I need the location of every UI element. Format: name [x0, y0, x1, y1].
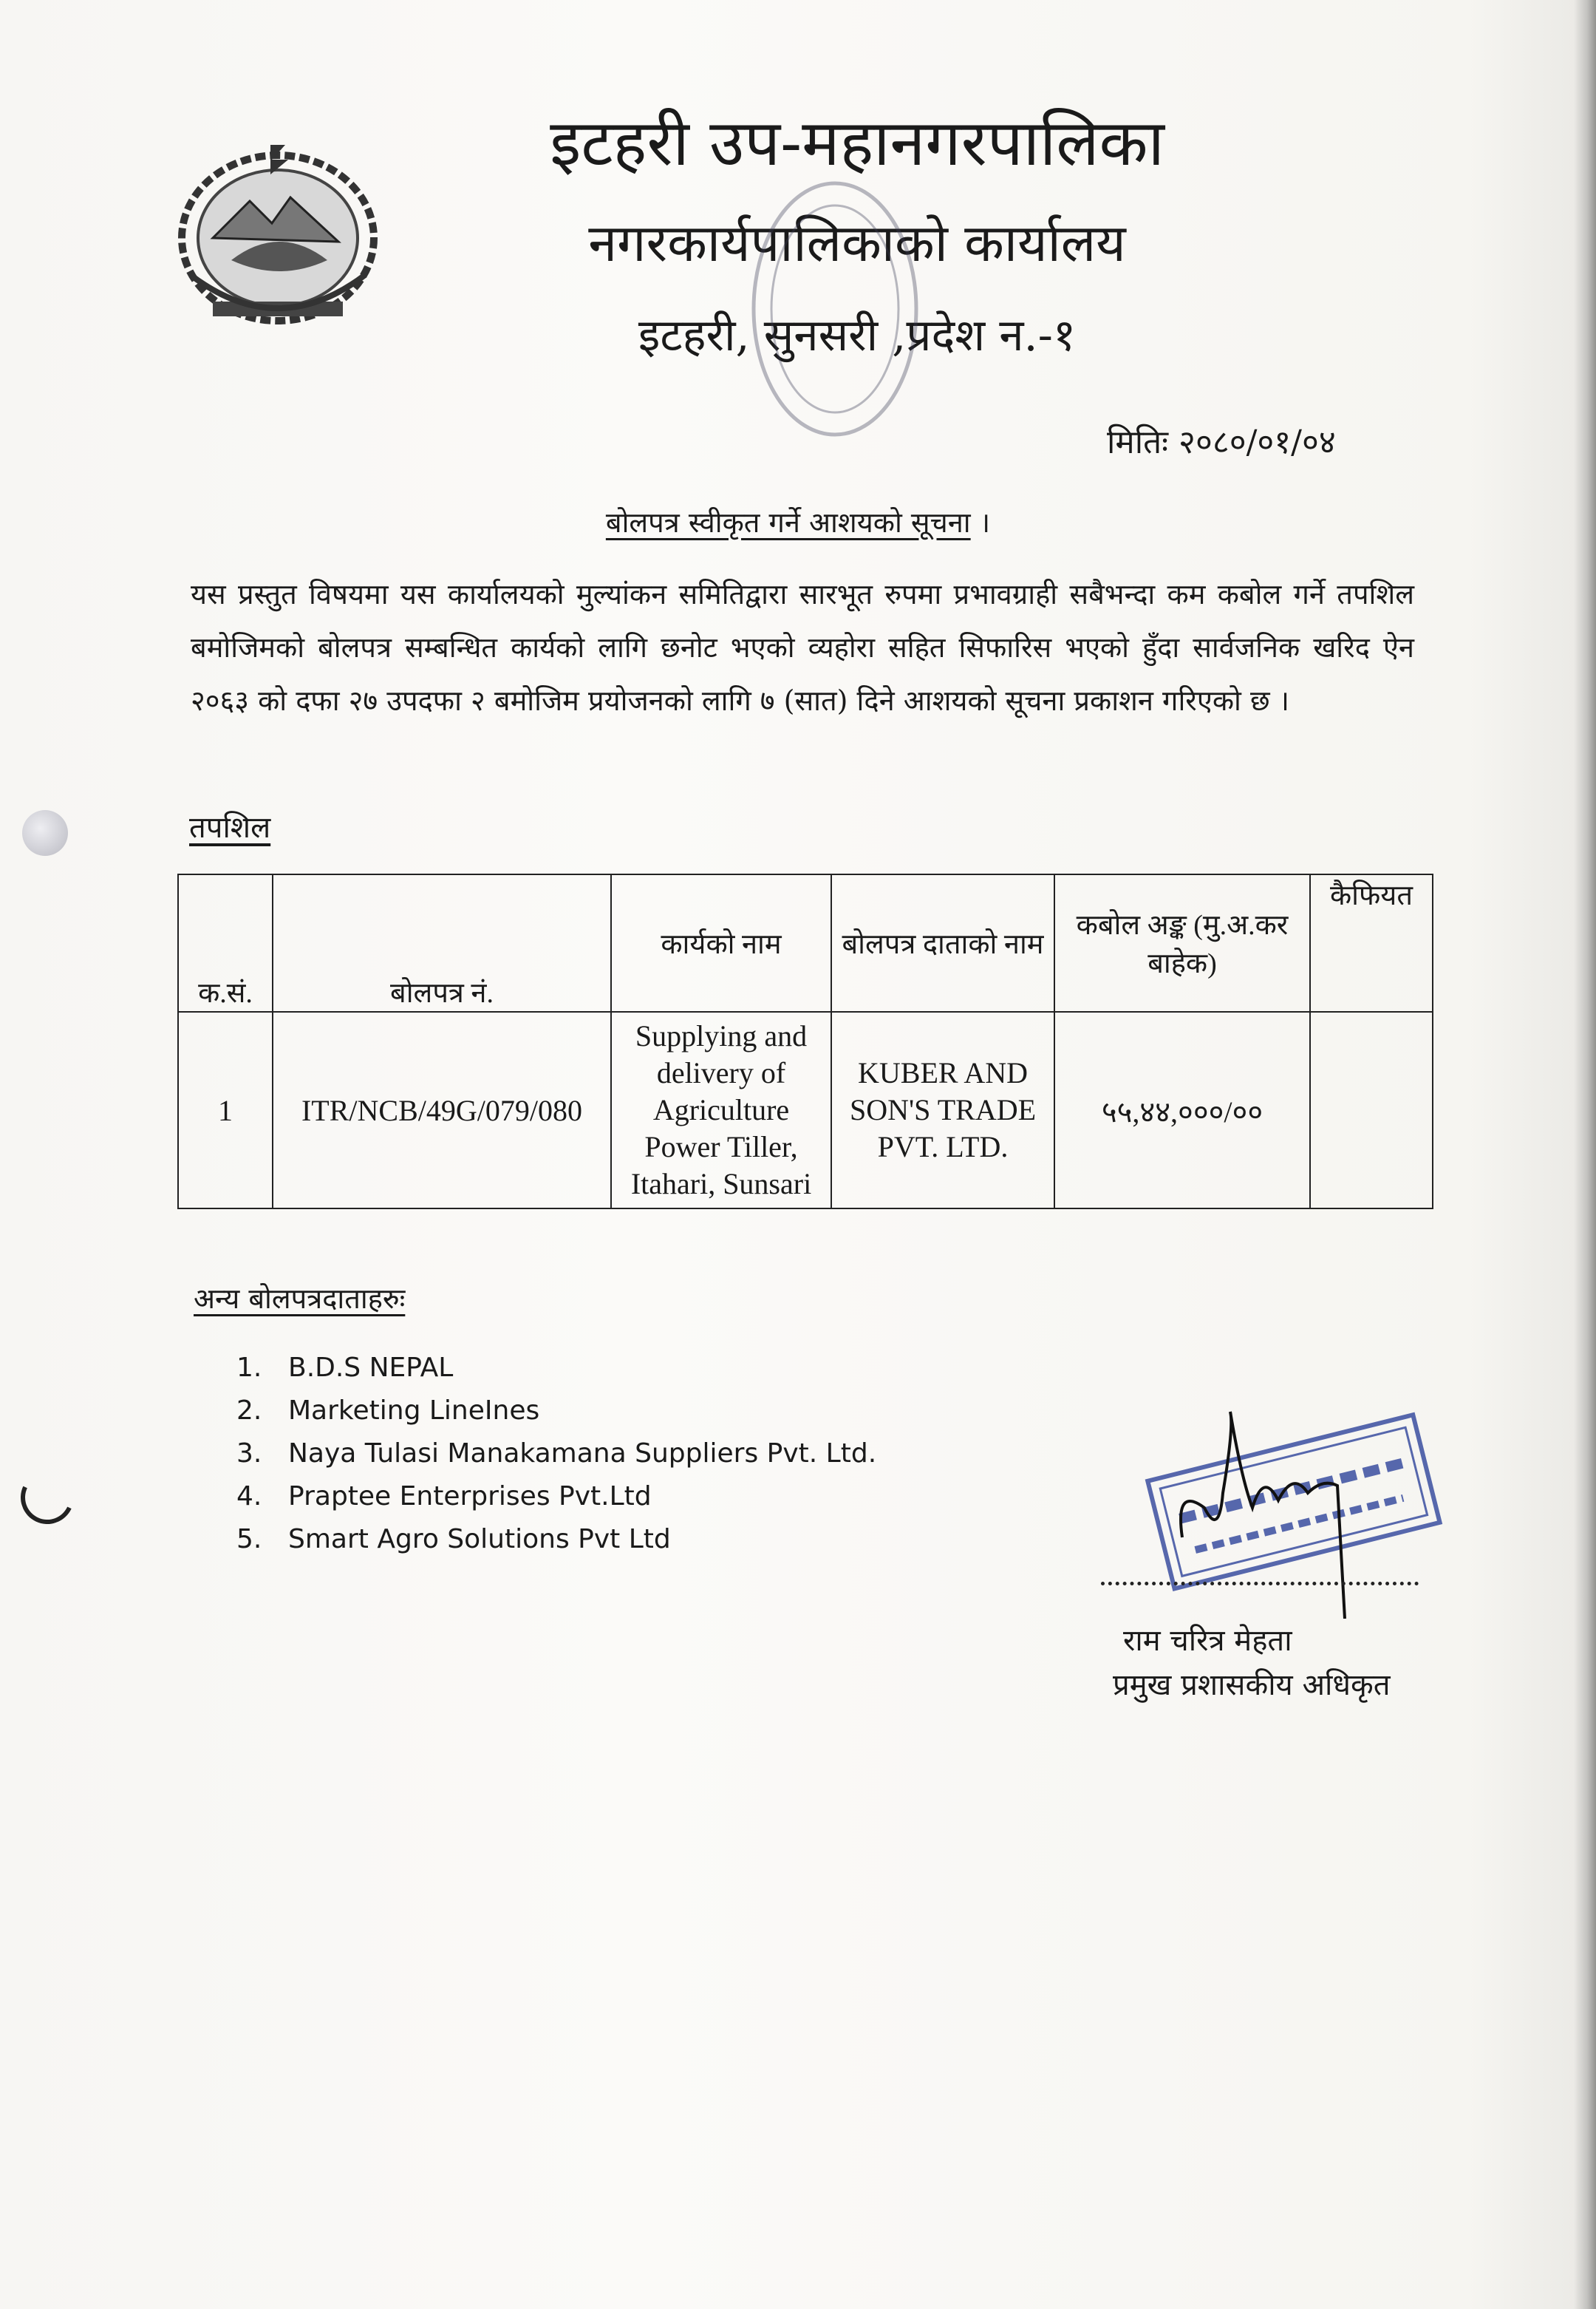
notice-date: मितिः २०८०/०१/०४: [1107, 424, 1336, 461]
bidder-name: Naya Tulasi Manakamana Suppliers Pvt. Ltd.: [288, 1438, 877, 1469]
bidder-name: Marketing LineInes: [288, 1395, 540, 1426]
notice-body: यस प्रस्तुत विषयमा यस कार्यालयको मुल्यांकन समितिद्वारा सारभूत रुपमा प्रभावग्राही सबैभन्दा कम कबोल गर्ने तपशिल बमोजिमको बोलपत्र सम्बन्धित कार्यको लागि छनोट भएको व्यहोरा सहित सिफारिस भएको हुँदा सार्वजनिक खरिद ऐन २०६३ को दफा २७ उपदफा २ बमोजिम प्रयोजनको लागि ७ (सात) दिने आशयको सूचना प्रकाशन गरिएको छ ।: [191, 578, 1414, 717]
office-address: इटहरी, सुनसरी ,प्रदेश न.-१: [638, 310, 1077, 361]
list-number: 1.: [236, 1353, 262, 1383]
bidder-name: Praptee Enterprises Pvt.Ltd: [288, 1481, 652, 1511]
office-seal-stamp-icon: [739, 169, 931, 449]
list-number: 3.: [236, 1438, 262, 1469]
header-work-name: कार्यको नाम: [611, 874, 831, 1012]
header-bid-no: बोलपत्र नं.: [273, 874, 611, 1012]
cell-bidder-name: KUBER AND SON'S TRADE PVT. LTD.: [831, 1012, 1054, 1208]
tender-table: [177, 874, 1433, 1209]
list-item: [236, 1432, 876, 1475]
cell-sn: 1: [178, 1012, 273, 1208]
punch-hole: [22, 810, 68, 856]
office-name: नगरकार्यपालिकाको कार्यालय: [588, 213, 1126, 273]
signatory-name: राम चरित्र मेहता: [1123, 1624, 1292, 1658]
notice-title: [0, 503, 1596, 541]
list-number: 2.: [236, 1395, 262, 1426]
signature-line: [1101, 1582, 1419, 1585]
cell-bid-no: ITR/NCB/49G/079/080: [273, 1012, 611, 1208]
header-bidder-name: बोलपत्र दाताको नाम: [831, 874, 1054, 1012]
list-item: [236, 1475, 876, 1518]
signatory-title: प्रमुख प्रशासकीय अधिकृत: [1113, 1668, 1391, 1702]
list-number: 5.: [236, 1524, 262, 1554]
header-bid-amount: कबोल अङ्क (मु.अ.कर बाहेक): [1054, 874, 1310, 1012]
other-bidders-list: [236, 1347, 876, 1561]
other-bidders-label: अन्य बोलपत्रदाताहरुः: [194, 1282, 406, 1315]
notice-title-end: ।: [970, 506, 991, 539]
bidder-name: B.D.S NEPAL: [288, 1353, 454, 1383]
signature-stamp-icon: [1094, 1397, 1448, 1619]
table-row: [178, 1012, 1433, 1208]
header-sn: क.सं.: [178, 874, 273, 1012]
details-label: तपशिल: [189, 811, 271, 845]
list-number: 4.: [236, 1481, 262, 1511]
cell-remarks: [1310, 1012, 1433, 1208]
list-item: [236, 1347, 876, 1390]
header-remarks: कैफियत: [1310, 874, 1433, 1012]
bidder-name: Smart Agro Solutions Pvt Ltd: [288, 1524, 671, 1554]
cell-work-name: Supplying and delivery of Agriculture Power Tiller, Itahari, Sunsari: [611, 1012, 831, 1208]
notice-title-text: बोलपत्र स्वीकृत गर्ने आशयको सूचना: [605, 506, 971, 539]
list-item: [236, 1518, 876, 1561]
cell-bid-amount: ५५,४४,०००/००: [1054, 1012, 1310, 1208]
municipality-name: इटहरी उप-महानगरपालिका: [550, 106, 1164, 180]
list-item: [236, 1390, 876, 1432]
table-header-row: [178, 874, 1433, 1012]
